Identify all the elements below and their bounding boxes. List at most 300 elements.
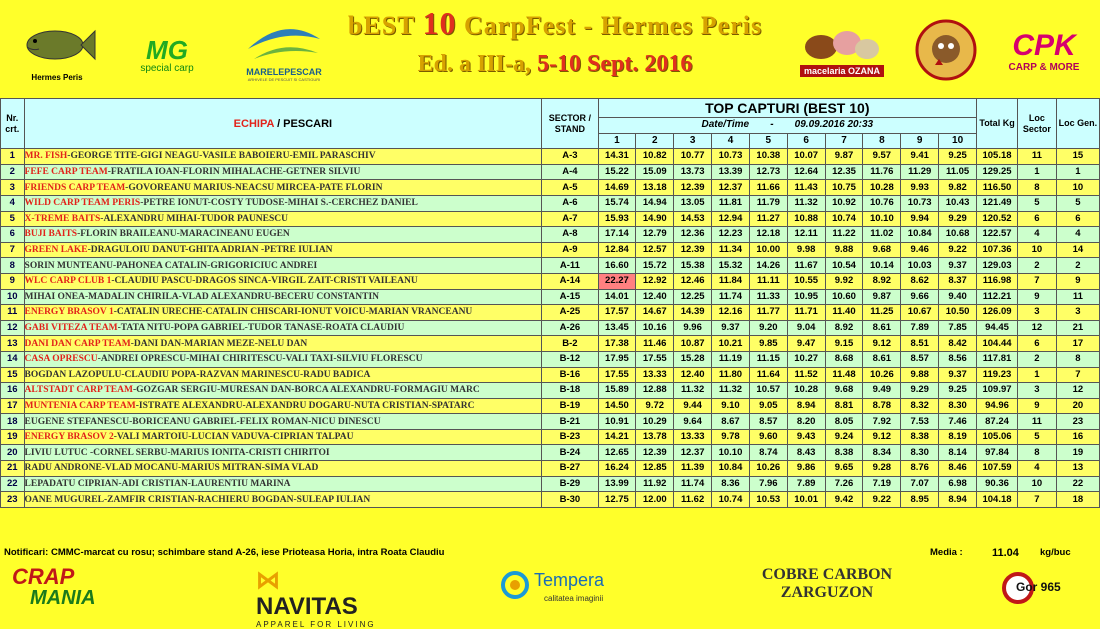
catch-value: 8.92 — [863, 273, 901, 289]
catch-value: 9.88 — [825, 242, 863, 258]
catch-value: 17.14 — [598, 227, 636, 243]
cpk-carp-more-logo — [994, 22, 1094, 80]
catch-value: 10.00 — [749, 242, 787, 258]
tempera-logo — [500, 566, 630, 610]
catch-value: 9.72 — [636, 398, 674, 414]
catch-value: 9.96 — [674, 320, 712, 336]
catch-value: 12.46 — [674, 273, 712, 289]
catch-value: 10.67 — [901, 305, 939, 321]
total-kg: 97.84 — [977, 445, 1018, 461]
team-cell — [24, 336, 542, 352]
table-row — [1, 320, 1100, 336]
table-row — [1, 242, 1100, 258]
row-number: 11 — [1, 305, 25, 321]
sector-stand: A-7 — [542, 211, 598, 227]
row-number: 16 — [1, 383, 25, 399]
total-kg: 121.49 — [977, 195, 1018, 211]
sector-stand: B-24 — [542, 445, 598, 461]
table-row — [1, 149, 1100, 165]
catch-value: 11.32 — [674, 383, 712, 399]
team-name: X-TREME BAITS — [24, 213, 101, 224]
mg-text: MG — [146, 34, 188, 65]
total-kg: 117.81 — [977, 351, 1018, 367]
catch-value: 17.55 — [636, 351, 674, 367]
header-team-pescari: / PESCARI — [274, 117, 333, 130]
catch-value: 9.85 — [749, 336, 787, 352]
navitas-bowtie-icon: ⋈ — [256, 567, 280, 594]
catch-value: 9.64 — [674, 414, 712, 430]
catch-value: 9.12 — [863, 336, 901, 352]
catch-value: 12.73 — [749, 164, 787, 180]
catch-value: 10.27 — [787, 351, 825, 367]
team-name: WILD CARP TEAM PERIS — [24, 198, 141, 209]
catch-value: 8.38 — [901, 429, 939, 445]
catch-value: 9.65 — [825, 461, 863, 477]
catch-value: 8.34 — [863, 445, 901, 461]
team-cell — [24, 320, 542, 336]
catch-value: 9.47 — [787, 336, 825, 352]
catch-value: 10.95 — [787, 289, 825, 305]
catch-value: 8.42 — [939, 336, 977, 352]
loc-sector: 12 — [1017, 320, 1056, 336]
catch-value: 10.54 — [825, 258, 863, 274]
catch-value: 11.67 — [787, 258, 825, 274]
catch-value: 10.43 — [939, 195, 977, 211]
sector-stand: B-27 — [542, 461, 598, 477]
catch-value: 12.35 — [825, 164, 863, 180]
catch-value: 8.95 — [901, 492, 939, 508]
loc-sector: 10 — [1017, 242, 1056, 258]
sector-stand: A-6 — [542, 195, 598, 211]
loc-sector: 3 — [1017, 383, 1056, 399]
total-kg: 126.09 — [977, 305, 1018, 321]
catch-value: 15.89 — [598, 383, 636, 399]
catch-value: 8.43 — [787, 445, 825, 461]
catch-value: 12.37 — [674, 445, 712, 461]
catch-value: 14.21 — [598, 429, 636, 445]
catch-value: 9.25 — [939, 149, 977, 165]
sector-stand: A-8 — [542, 227, 598, 243]
catch-value: 8.57 — [749, 414, 787, 430]
catch-value: 9.87 — [825, 149, 863, 165]
team-anglers: OANE MUGUREL-ZAMFIR CRISTIAN-RACHIERU BOGDAN-SULEAP IULIAN — [24, 494, 371, 505]
catch-value: 11.32 — [787, 195, 825, 211]
catch-value: 11.05 — [939, 164, 977, 180]
catch-value: 8.78 — [863, 398, 901, 414]
catch-value: 11.19 — [712, 351, 750, 367]
round-club-logo — [912, 16, 980, 84]
table-row — [1, 445, 1100, 461]
notification-text: Notificari: CMMC-marcat cu rosu; schimbare stand A-26, iese Prioteasa Horia, intra Roata Claudiu — [4, 547, 445, 558]
row-number: 18 — [1, 414, 25, 430]
catch-value: 12.40 — [636, 289, 674, 305]
catch-value: 11.40 — [825, 305, 863, 321]
catch-value: 9.78 — [712, 429, 750, 445]
catch-value: 9.20 — [749, 320, 787, 336]
catch-value: 10.01 — [787, 492, 825, 508]
carp-fish-icon — [17, 17, 97, 73]
catch-value: 15.32 — [712, 258, 750, 274]
loc-general: 5 — [1056, 195, 1099, 211]
catch-value: 12.94 — [712, 211, 750, 227]
total-kg: 120.52 — [977, 211, 1018, 227]
team-anglers: LEPADATU CIPRIAN-ADI CRISTIAN-LAURENTIU MARINA — [24, 478, 291, 489]
catch-value: 8.76 — [901, 461, 939, 477]
catch-value: 8.74 — [749, 445, 787, 461]
header-top-capturi: TOP CAPTURI (BEST 10) — [598, 99, 977, 118]
team-anglers: -CATALIN URECHE-CATALIN CHISCARI-IONUT VOICU-MARIAN VRANCEANU — [113, 307, 473, 318]
total-kg: 104.18 — [977, 492, 1018, 508]
table-row — [1, 164, 1100, 180]
sector-stand: A-15 — [542, 289, 598, 305]
datetime-value: 09.09.2016 20:33 — [794, 119, 874, 131]
catch-value: 10.87 — [674, 336, 712, 352]
header-col-4: 4 — [712, 133, 750, 149]
catch-value: 13.33 — [636, 367, 674, 383]
catch-value: 12.84 — [598, 242, 636, 258]
loc-general: 8 — [1056, 351, 1099, 367]
table-row — [1, 383, 1100, 399]
catch-value: 10.28 — [787, 383, 825, 399]
catch-value: 14.90 — [636, 211, 674, 227]
team-anglers: BOGDAN LAZOPULU-CLAUDIU POPA-RAZVAN MARINESCU-RADU BADICA — [24, 369, 371, 380]
catch-value: 8.37 — [939, 273, 977, 289]
catch-value: 9.98 — [787, 242, 825, 258]
team-name: CASA OPRESCU — [24, 354, 98, 365]
catch-value: 13.05 — [674, 195, 712, 211]
navitas-wordmark — [256, 568, 386, 620]
team-name: MR. FISH — [24, 151, 68, 162]
team-anglers: -ALEXANDRU MIHAI-TUDOR PAUNESCU — [100, 213, 288, 224]
team-cell — [24, 351, 542, 367]
catch-value: 11.62 — [674, 492, 712, 508]
catch-value: 10.50 — [939, 305, 977, 321]
catch-value: 10.84 — [901, 227, 939, 243]
total-kg: 109.97 — [977, 383, 1018, 399]
catch-value: 16.24 — [598, 461, 636, 477]
catch-value: 9.41 — [901, 149, 939, 165]
catch-value: 7.96 — [749, 476, 787, 492]
catch-value: 11.02 — [863, 227, 901, 243]
team-cell — [24, 227, 542, 243]
loc-general: 12 — [1056, 383, 1099, 399]
catch-value: 12.92 — [636, 273, 674, 289]
catch-value: 7.89 — [787, 476, 825, 492]
total-kg: 105.06 — [977, 429, 1018, 445]
catch-value: 9.22 — [863, 492, 901, 508]
total-kg: 119.23 — [977, 367, 1018, 383]
catch-value: 12.16 — [712, 305, 750, 321]
table-row — [1, 414, 1100, 430]
catch-value: 8.36 — [712, 476, 750, 492]
catch-value: 12.00 — [636, 492, 674, 508]
mascot-badge-icon — [915, 19, 977, 81]
header-team-echipa: ECHIPA — [233, 117, 275, 130]
catch-value: 10.38 — [749, 149, 787, 165]
row-number: 21 — [1, 461, 25, 477]
catch-value: 17.55 — [598, 367, 636, 383]
catch-value: 7.19 — [863, 476, 901, 492]
table-row — [1, 227, 1100, 243]
loc-sector: 3 — [1017, 305, 1056, 321]
catch-value: 9.46 — [901, 242, 939, 258]
catch-value: 8.32 — [901, 398, 939, 414]
catch-value: 16.60 — [598, 258, 636, 274]
total-kg: 105.18 — [977, 149, 1018, 165]
row-number: 9 — [1, 273, 25, 289]
marelepescar-sub-text: ARHIVELE DE PESCUIT SI CASTIGURI — [247, 76, 321, 82]
sector-stand: B-12 — [542, 351, 598, 367]
tempera-sub-text: calitatea imaginii — [544, 594, 604, 603]
tempera-swirl-icon — [500, 570, 530, 600]
catch-value: 9.86 — [787, 461, 825, 477]
catch-value: 14.94 — [636, 195, 674, 211]
catch-value: 8.30 — [901, 445, 939, 461]
catch-value: 14.53 — [674, 211, 712, 227]
catch-value: 10.76 — [863, 195, 901, 211]
catch-value: 11.79 — [749, 195, 787, 211]
catch-value: 8.57 — [901, 351, 939, 367]
row-number: 5 — [1, 211, 25, 227]
loc-general: 14 — [1056, 242, 1099, 258]
loc-sector: 4 — [1017, 461, 1056, 477]
row-number: 15 — [1, 367, 25, 383]
hermes-peris-logo — [14, 6, 100, 92]
catch-value: 10.82 — [636, 149, 674, 165]
catch-value: 12.37 — [712, 180, 750, 196]
team-anglers: -FLORIN BRAILEANU-MARACINEANU EUGEN — [77, 229, 290, 240]
macelaria-ozana-logo — [792, 18, 892, 80]
datetime-label: Date/Time — [701, 119, 750, 131]
catch-value: 10.75 — [825, 180, 863, 196]
marelepescar-logo — [234, 10, 334, 90]
loc-sector: 2 — [1017, 351, 1056, 367]
loc-general: 19 — [1056, 445, 1099, 461]
header-col-8: 8 — [863, 133, 901, 149]
catch-value: 10.10 — [712, 445, 750, 461]
loc-general: 1 — [1056, 164, 1099, 180]
team-anglers: -GOZGAR SERGIU-MURESAN DAN-BORCA ALEXANDRU-FORMAGIU MARC — [132, 385, 480, 396]
catch-value: 9.93 — [901, 180, 939, 196]
loc-general: 20 — [1056, 398, 1099, 414]
catch-value: 15.09 — [636, 164, 674, 180]
catch-value: 10.88 — [787, 211, 825, 227]
hermes-peris-text: Hermes Peris — [31, 72, 83, 82]
catch-value: 12.39 — [636, 445, 674, 461]
mania-text: MANIA — [30, 587, 96, 609]
team-anglers: -GEORGE TITE-GIGI NEAGU-VASILE BABOIERU-EMIL PARASCHIV — [67, 151, 376, 162]
catch-value: 7.53 — [901, 414, 939, 430]
catch-value: 15.28 — [674, 351, 712, 367]
sector-stand: A-3 — [542, 149, 598, 165]
team-name: DANI DAN CARP TEAM — [24, 338, 131, 349]
cpk-text: CPK — [1012, 28, 1076, 62]
row-number: 10 — [1, 289, 25, 305]
catch-value: 14.39 — [674, 305, 712, 321]
media-label: Media : — [930, 547, 963, 558]
loc-sector: 10 — [1017, 476, 1056, 492]
team-name: ENERGY BRASOV 2 — [24, 432, 114, 443]
total-kg: 116.50 — [977, 180, 1018, 196]
table-row — [1, 461, 1100, 477]
mg-special-carp-logo — [112, 30, 222, 80]
team-cell — [24, 164, 542, 180]
team-name: FRIENDS CARP TEAM — [24, 182, 126, 193]
event-title — [330, 6, 780, 92]
row-number: 12 — [1, 320, 25, 336]
catch-value: 10.57 — [749, 383, 787, 399]
header-col-9: 9 — [901, 133, 939, 149]
header-col-5: 5 — [749, 133, 787, 149]
team-cell — [24, 445, 542, 461]
catch-value: 7.07 — [901, 476, 939, 492]
sector-stand: A-14 — [542, 273, 598, 289]
catch-value: 15.74 — [598, 195, 636, 211]
sector-stand: B-21 — [542, 414, 598, 430]
team-cell — [24, 211, 542, 227]
sector-stand: A-25 — [542, 305, 598, 321]
catch-value: 8.61 — [863, 351, 901, 367]
footer-bar — [0, 546, 1100, 562]
catch-value: 8.20 — [787, 414, 825, 430]
catch-value: 7.46 — [939, 414, 977, 430]
row-number: 13 — [1, 336, 25, 352]
catch-value: 11.74 — [674, 476, 712, 492]
total-kg: 122.57 — [977, 227, 1018, 243]
catch-value: 10.26 — [749, 461, 787, 477]
catch-value: 14.26 — [749, 258, 787, 274]
catch-value: 8.05 — [825, 414, 863, 430]
loc-general: 13 — [1056, 461, 1099, 477]
catch-value: 9.10 — [712, 398, 750, 414]
total-kg: 107.36 — [977, 242, 1018, 258]
row-number: 1 — [1, 149, 25, 165]
total-kg: 87.24 — [977, 414, 1018, 430]
team-anglers: RADU ANDRONE-VLAD MOCANU-MARIUS MITRAN-SIMA VLAD — [24, 463, 319, 474]
cobre-carbon-text: COBRE CARBON — [761, 566, 893, 583]
loc-sector: 1 — [1017, 164, 1056, 180]
navitas-sub-text: APPAREL FOR LIVING — [256, 620, 376, 629]
catch-value: 12.88 — [636, 383, 674, 399]
catch-value: 15.22 — [598, 164, 636, 180]
catch-value: 13.99 — [598, 476, 636, 492]
loc-sector: 6 — [1017, 336, 1056, 352]
table-row — [1, 305, 1100, 321]
header-col-2: 2 — [636, 133, 674, 149]
header-loc-gen: Loc Gen. — [1056, 99, 1099, 149]
total-kg: 104.44 — [977, 336, 1018, 352]
header-team — [24, 99, 542, 149]
catch-value: 11.80 — [712, 367, 750, 383]
catch-value: 8.62 — [901, 273, 939, 289]
header-nr: Nr. crt. — [1, 99, 25, 149]
team-anglers: EUGENE STEFANESCU-BORICEANU GABRIEL-FELIX ROMAN-NICU DINESCU — [24, 416, 381, 427]
crap-text: CRAP — [12, 564, 75, 589]
gor-text: Gor 965 — [1016, 580, 1061, 594]
catch-value: 7.85 — [939, 320, 977, 336]
team-cell — [24, 180, 542, 196]
catch-value: 9.42 — [825, 492, 863, 508]
catch-value: 14.50 — [598, 398, 636, 414]
table-row — [1, 211, 1100, 227]
loc-general: 2 — [1056, 258, 1099, 274]
sponsors-bar — [0, 562, 1100, 629]
team-cell — [24, 305, 542, 321]
loc-general: 11 — [1056, 289, 1099, 305]
header-col-1: 1 — [598, 133, 636, 149]
table-row — [1, 429, 1100, 445]
team-name: MUNTENIA CARP TEAM — [24, 400, 136, 411]
catch-value: 9.68 — [863, 242, 901, 258]
table-row — [1, 492, 1100, 508]
sector-stand: B-30 — [542, 492, 598, 508]
catch-value: 9.29 — [939, 211, 977, 227]
header-loc-sector: Loc Sector — [1017, 99, 1056, 149]
team-cell — [24, 461, 542, 477]
catch-value: 8.94 — [787, 398, 825, 414]
catch-value: 10.21 — [712, 336, 750, 352]
catch-value: 11.46 — [636, 336, 674, 352]
catch-value: 12.23 — [712, 227, 750, 243]
catch-value: 8.94 — [939, 492, 977, 508]
header — [0, 0, 1100, 98]
team-anglers: -FRATILA IOAN-FLORIN MIHALACHE-GETNER SILVIU — [107, 167, 361, 178]
total-kg: 90.36 — [977, 476, 1018, 492]
catch-value: 10.28 — [863, 180, 901, 196]
total-kg: 129.03 — [977, 258, 1018, 274]
catch-value: 9.92 — [825, 273, 863, 289]
loc-sector: 8 — [1017, 445, 1056, 461]
catch-value: 8.38 — [825, 445, 863, 461]
catch-value: 11.76 — [863, 164, 901, 180]
sector-stand: B-23 — [542, 429, 598, 445]
row-number: 2 — [1, 164, 25, 180]
catch-value: 9.12 — [863, 429, 901, 445]
team-anglers: LIVIU LUTUC -CORNEL SERBU-MARIUS IONITA-CRISTI CHIRITOI — [24, 447, 330, 458]
team-name: BUJI BAITS — [24, 229, 78, 240]
table-row — [1, 351, 1100, 367]
total-kg: 112.21 — [977, 289, 1018, 305]
sector-stand: B-29 — [542, 476, 598, 492]
team-cell — [24, 383, 542, 399]
loc-sector: 5 — [1017, 195, 1056, 211]
sector-stand: A-9 — [542, 242, 598, 258]
team-cell — [24, 195, 542, 211]
row-number: 23 — [1, 492, 25, 508]
catch-value: 11.52 — [787, 367, 825, 383]
catch-value: 9.43 — [787, 429, 825, 445]
header-datetime — [598, 118, 977, 134]
catch-value: 7.89 — [901, 320, 939, 336]
header-col-7: 7 — [825, 133, 863, 149]
catch-value: 9.37 — [939, 258, 977, 274]
catch-value: 11.27 — [749, 211, 787, 227]
header-sector: SECTOR / STAND — [542, 99, 598, 149]
catch-value: 8.56 — [939, 351, 977, 367]
catch-value: 12.11 — [787, 227, 825, 243]
catch-value: 11.43 — [787, 180, 825, 196]
catch-value: 11.11 — [749, 273, 787, 289]
catch-value: 10.74 — [712, 492, 750, 508]
header-total: Total Kg — [977, 99, 1018, 149]
catch-value: 8.51 — [901, 336, 939, 352]
catch-value: 17.57 — [598, 305, 636, 321]
gor-965-logo — [1002, 570, 1092, 606]
catch-value: 12.25 — [674, 289, 712, 305]
catch-value: 11.15 — [749, 351, 787, 367]
catch-value: 11.34 — [712, 242, 750, 258]
catch-value: 14.01 — [598, 289, 636, 305]
